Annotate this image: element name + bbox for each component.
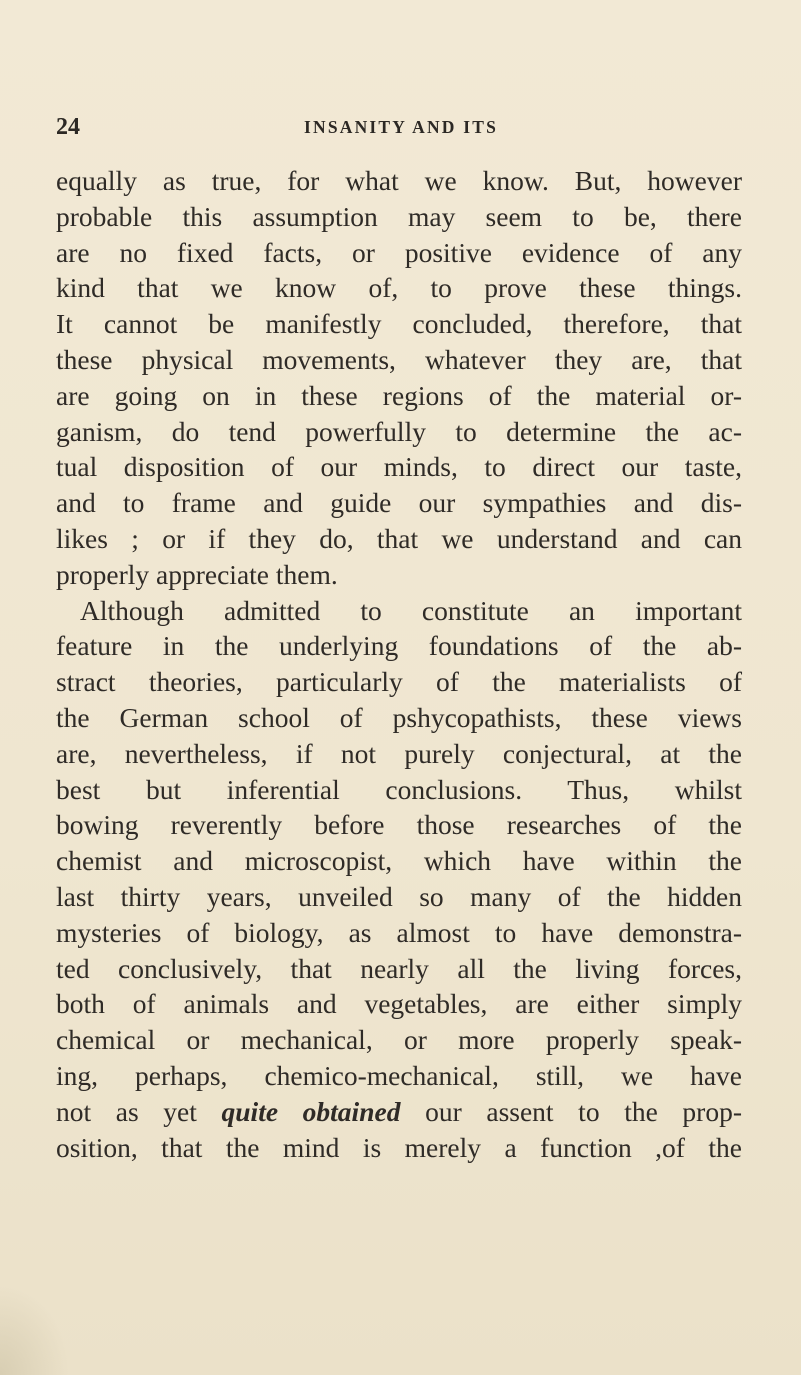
text-line: feature in the underlying foundations of the ab-: [56, 630, 742, 662]
text-line: mysteries of biology, as almost to have demonstra-: [56, 916, 742, 948]
text-line: ing, perhaps, chemico-mechanical, still, we have: [56, 1059, 742, 1091]
text-line: both of animals and vegetables, are either simply: [56, 988, 742, 1020]
text-line: It cannot be manifestly concluded, therefore, that: [56, 308, 742, 340]
text-line: are, nevertheless, if not purely conjectural, at the: [56, 737, 742, 769]
text-line: chemical or mechanical, or more properly speak-: [56, 1024, 742, 1056]
text-line: tual disposition of our minds, to direct our taste,: [56, 451, 742, 483]
running-head: INSANITY AND ITS: [303, 117, 499, 137]
paragraph-end-line: properly appreciate them.: [56, 558, 338, 590]
text-line: bowing reverently before those researches of the: [56, 809, 742, 841]
page-number: 24: [56, 114, 80, 140]
text-line: last thirty years, unveiled so many of the hidden: [56, 880, 742, 912]
body-text: [56, 163, 742, 1165]
text-line: stract theories, particularly of the materialists of: [56, 666, 742, 698]
text-line: ted conclusively, that nearly all the living forces,: [56, 952, 742, 984]
line-text-before: not as yet: [56, 1095, 222, 1127]
text-line: probable this assumption may seem to be, there: [56, 200, 742, 232]
text-line: ganism, do tend powerfully to determine the ac-: [56, 415, 742, 447]
text-line: are no fixed facts, or positive evidence of any: [56, 236, 742, 268]
text-line: and to frame and guide our sympathies and dis-: [56, 487, 742, 519]
text-line: chemist and microscopist, which have within the: [56, 845, 742, 877]
text-line: likes ; or if they do, that we understand and can: [56, 522, 742, 554]
text-line: are going on in these regions of the material or-: [56, 379, 742, 411]
text-line: the German school of pshycopathists, these views: [56, 701, 742, 733]
page-header: [56, 112, 746, 142]
paragraph-start-line: Although admitted to constitute an important: [80, 594, 742, 626]
page-stain: [0, 1285, 70, 1375]
line-text-after: our assent to the prop-: [400, 1095, 742, 1127]
emphasized-text: quite obtained: [221, 1095, 401, 1127]
text-line: these physical movements, whatever they are, that: [56, 343, 742, 375]
text-line: osition, that the mind is merely a function ,of the: [56, 1131, 742, 1163]
text-line: equally as true, for what we know. But, however: [56, 165, 742, 196]
text-line: kind that we know of, to prove these things.: [56, 272, 742, 304]
text-line-with-emphasis: [56, 1094, 742, 1130]
text-line: best but inferential conclusions. Thus, whilst: [56, 773, 742, 805]
